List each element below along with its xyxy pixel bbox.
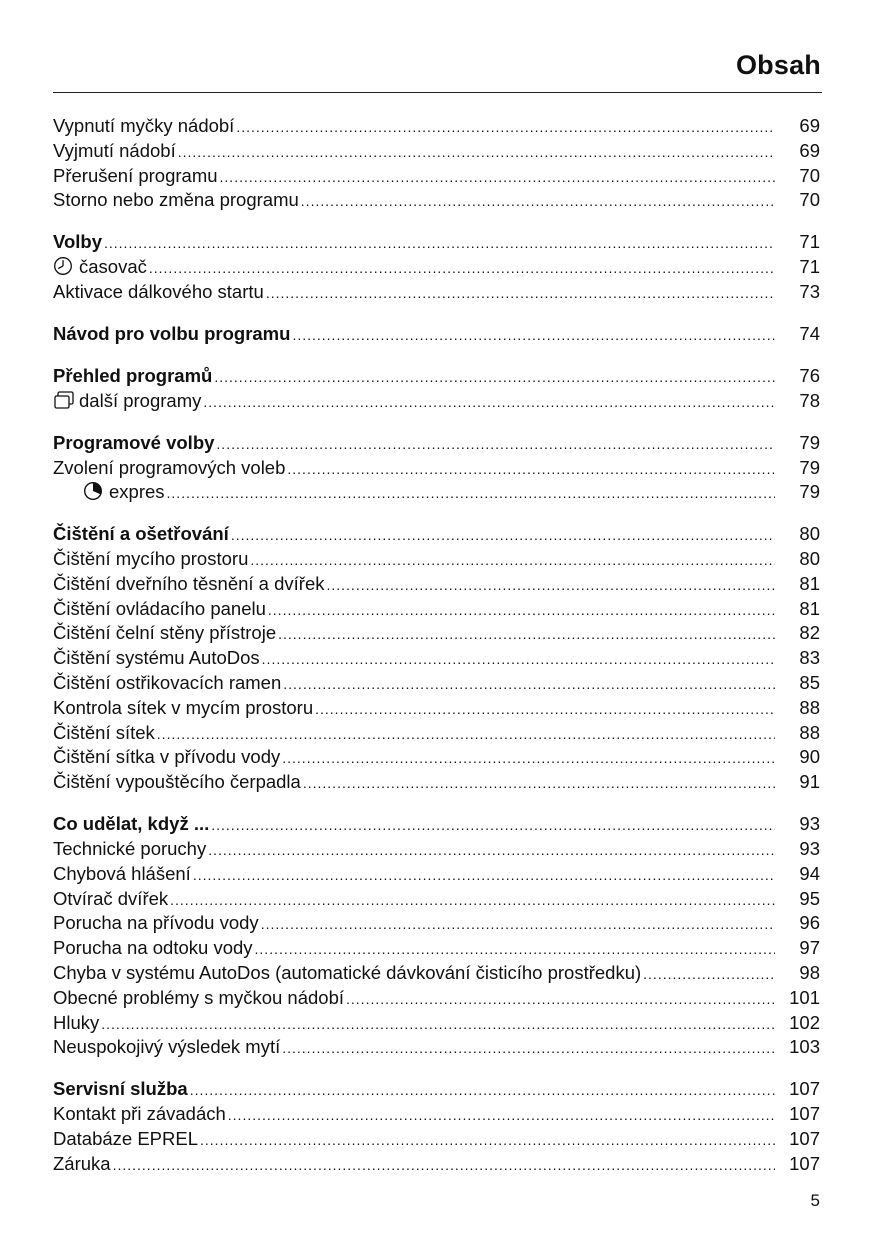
toc-entry bbox=[53, 1102, 820, 1127]
toc-entry-text: Zvolení programových voleb bbox=[53, 456, 286, 478]
dot-leader bbox=[228, 1103, 775, 1128]
toc-entry-label bbox=[53, 255, 147, 280]
toc-page-number: 76 bbox=[799, 364, 820, 386]
toc-heading bbox=[53, 431, 820, 456]
dot-leader bbox=[326, 573, 775, 598]
toc-entry-text: Čištění sítka v přívodu vody bbox=[53, 746, 281, 768]
toc-entry-label bbox=[53, 522, 229, 547]
dot-leader bbox=[149, 256, 775, 281]
toc-entry-text: Čištění sítek bbox=[53, 721, 155, 743]
toc-entry-text: Aktivace dálkového startu bbox=[53, 280, 264, 302]
dot-leader bbox=[113, 1153, 775, 1178]
toc-entry bbox=[53, 621, 820, 646]
toc-entry-label bbox=[53, 837, 206, 862]
toc-entry bbox=[53, 646, 820, 671]
toc-entry bbox=[53, 164, 820, 189]
dot-leader bbox=[282, 746, 775, 771]
dot-leader bbox=[283, 672, 775, 697]
dot-leader bbox=[193, 863, 775, 888]
dot-leader bbox=[190, 1078, 775, 1103]
toc-page-number: 107 bbox=[789, 1128, 820, 1149]
toc-entry-text: Hluky bbox=[53, 1011, 100, 1033]
toc-entry bbox=[53, 671, 820, 696]
dot-leader bbox=[262, 647, 775, 672]
page-title: Obsah bbox=[735, 50, 821, 80]
toc-entry bbox=[53, 389, 820, 414]
toc-entry-label bbox=[53, 572, 324, 597]
page-number: 5 bbox=[810, 1191, 820, 1210]
toc-entry bbox=[53, 456, 820, 481]
dot-leader bbox=[203, 390, 775, 415]
toc-entry-text: Neuspokojivý výsledek mytí bbox=[53, 1036, 281, 1058]
toc-page-number: 73 bbox=[799, 280, 820, 302]
dot-leader bbox=[220, 165, 775, 190]
toc-entry-text: Kontrola sítek v mycím prostoru bbox=[53, 696, 314, 718]
toc-entry-label bbox=[53, 812, 209, 837]
toc-page-number: 107 bbox=[789, 1152, 820, 1174]
toc-entry bbox=[53, 862, 820, 887]
toc-entry-label bbox=[53, 456, 285, 481]
toc-entry-label bbox=[53, 139, 176, 164]
toc-entry bbox=[53, 255, 820, 280]
toc-entry bbox=[53, 837, 820, 862]
toc-entry-text: Čištění ovládacího panelu bbox=[53, 597, 266, 619]
toc-entry-text: Čištění čelní stěny přístroje bbox=[53, 622, 277, 644]
toc-entry-label bbox=[53, 721, 155, 746]
dot-leader bbox=[236, 115, 775, 140]
toc-section bbox=[53, 364, 820, 414]
toc-entry-label bbox=[53, 887, 168, 912]
toc-section bbox=[53, 114, 820, 213]
title-divider bbox=[53, 92, 822, 93]
clock-icon bbox=[53, 256, 73, 276]
dot-leader bbox=[301, 189, 775, 214]
toc-page-number: 88 bbox=[799, 721, 820, 743]
toc-entry bbox=[53, 1152, 820, 1177]
toc-entry bbox=[53, 745, 820, 770]
dot-leader bbox=[157, 722, 775, 747]
toc-entry bbox=[53, 188, 820, 213]
toc-page-number: 85 bbox=[799, 672, 820, 694]
toc-entry-label bbox=[53, 936, 253, 961]
toc-entry-text: Volby bbox=[53, 231, 102, 253]
toc-entry-text: Čištění ostřikovacích ramen bbox=[53, 672, 282, 694]
toc-section bbox=[53, 522, 820, 795]
toc-entry-text: Servisní služba bbox=[53, 1078, 188, 1100]
toc-entry bbox=[53, 961, 820, 986]
dot-leader bbox=[170, 888, 775, 913]
toc-entry-text: Porucha na přívodu vody bbox=[53, 912, 259, 934]
toc-section bbox=[53, 1077, 820, 1176]
dot-leader bbox=[292, 323, 775, 348]
toc-page-number: 79 bbox=[799, 456, 820, 478]
toc-page-number: 80 bbox=[799, 548, 820, 570]
toc-entry-label bbox=[53, 322, 290, 347]
toc-page-number: 98 bbox=[799, 962, 820, 984]
toc-entry-label bbox=[53, 364, 212, 389]
toc-entry-label bbox=[53, 431, 214, 456]
toc-page-number: 69 bbox=[799, 115, 820, 136]
toc-entry-text: Návod pro volbu programu bbox=[53, 322, 291, 344]
dot-leader bbox=[268, 598, 775, 623]
toc-heading bbox=[53, 812, 820, 837]
toc-entry-text: Záruka bbox=[53, 1152, 111, 1174]
toc-page-number: 96 bbox=[799, 912, 820, 934]
toc-page-number: 79 bbox=[799, 431, 820, 453]
toc-entry-label bbox=[83, 480, 165, 505]
toc-entry bbox=[53, 572, 820, 597]
toc-page-number: 107 bbox=[789, 1103, 820, 1125]
toc-heading bbox=[53, 230, 820, 255]
toc-entry-text: Databáze EPREL bbox=[53, 1128, 199, 1149]
toc-entry-text: časovač bbox=[79, 256, 147, 278]
toc-section bbox=[53, 230, 820, 304]
toc-entry-text: Kontakt při závadách bbox=[53, 1103, 226, 1125]
toc-entry-text: Přehled programů bbox=[53, 364, 213, 386]
toc-page-number: 70 bbox=[799, 164, 820, 186]
dot-leader bbox=[255, 937, 775, 962]
toc-entry bbox=[53, 1035, 820, 1060]
toc-entry-label bbox=[53, 547, 248, 572]
toc-entry-text: Technické poruchy bbox=[53, 838, 207, 860]
toc-page-number: 90 bbox=[799, 746, 820, 768]
dot-leader bbox=[216, 432, 775, 457]
toc-page-number: 81 bbox=[799, 572, 820, 594]
toc-entry bbox=[53, 1127, 820, 1152]
toc-entry-text: Programové volby bbox=[53, 431, 215, 453]
toc-entry-text: Vypnutí myčky nádobí bbox=[53, 115, 235, 136]
toc-entry bbox=[53, 114, 820, 139]
toc-entry-label bbox=[53, 188, 299, 213]
toc-entry bbox=[53, 887, 820, 912]
toc-entry-label bbox=[53, 230, 102, 255]
dot-leader bbox=[346, 987, 775, 1012]
toc-page-number: 80 bbox=[799, 523, 820, 545]
toc-entry-text: Vyjmutí nádobí bbox=[53, 139, 176, 161]
toc-entry-label bbox=[53, 862, 191, 887]
toc-entry bbox=[53, 547, 820, 572]
toc-entry-text: Obecné problémy s myčkou nádobí bbox=[53, 986, 345, 1008]
toc-page-number: 70 bbox=[799, 189, 820, 211]
toc-entry-text: Storno nebo změna programu bbox=[53, 189, 299, 211]
toc-entry-text: Čištění mycího prostoru bbox=[53, 548, 249, 570]
toc-entry-label bbox=[53, 114, 234, 139]
toc-entry-label bbox=[53, 164, 218, 189]
dot-leader bbox=[208, 838, 775, 863]
toc-page-number: 79 bbox=[799, 481, 820, 503]
dot-leader bbox=[200, 1128, 775, 1153]
toc-entry-label bbox=[53, 621, 276, 646]
dot-leader bbox=[282, 1036, 775, 1061]
toc-entry-label bbox=[53, 671, 281, 696]
toc-heading bbox=[53, 364, 820, 389]
toc-entry bbox=[53, 911, 820, 936]
toc-entry-label bbox=[53, 745, 280, 770]
dot-leader bbox=[167, 481, 775, 506]
toc-entry-text: Čištění dveřního těsnění a dvířek bbox=[53, 572, 325, 594]
dot-leader bbox=[231, 523, 775, 548]
toc-section bbox=[53, 322, 820, 347]
toc-entry-text: expres bbox=[109, 481, 165, 503]
toc-page-number: 71 bbox=[799, 231, 820, 253]
toc-entry-label bbox=[53, 597, 266, 622]
toc-page-number: 107 bbox=[789, 1078, 820, 1100]
toc-page-number: 101 bbox=[789, 986, 820, 1008]
toc-page-number: 83 bbox=[799, 647, 820, 669]
toc-entry-text: Chyba v systému AutoDos (automatické dávkování čisticího prostředku) bbox=[53, 962, 642, 984]
toc-entry-label bbox=[53, 1011, 99, 1036]
toc-entry-text: Porucha na odtoku vody bbox=[53, 937, 253, 959]
toc-entry-label bbox=[53, 696, 313, 721]
toc-page-number: 94 bbox=[799, 862, 820, 884]
toc-heading bbox=[53, 322, 820, 347]
toc-entry bbox=[53, 721, 820, 746]
toc-entry bbox=[53, 770, 820, 795]
toc-entry-label bbox=[53, 1077, 188, 1102]
dot-leader bbox=[266, 281, 775, 306]
toc-entry-text: Otvírač dvířek bbox=[53, 887, 169, 909]
toc-entry-label bbox=[53, 1102, 226, 1127]
dot-leader bbox=[315, 697, 775, 722]
toc-section bbox=[53, 812, 820, 1060]
toc-page-number: 97 bbox=[799, 937, 820, 959]
toc-entry-label bbox=[53, 961, 641, 986]
toc-page-number: 69 bbox=[799, 139, 820, 161]
dot-leader bbox=[261, 912, 775, 937]
toc-entry bbox=[53, 986, 820, 1011]
toc-page-number: 82 bbox=[799, 622, 820, 644]
dot-leader bbox=[104, 231, 775, 256]
toc-page-number: 93 bbox=[799, 813, 820, 835]
dot-leader bbox=[178, 140, 775, 165]
toc-entry-label bbox=[53, 1035, 280, 1060]
toc-entry-text: Přerušení programu bbox=[53, 164, 218, 186]
toc-entry-label bbox=[53, 389, 201, 414]
dot-leader bbox=[250, 548, 775, 573]
toc-entry-label bbox=[53, 770, 301, 795]
toc-entry-label bbox=[53, 646, 260, 671]
toc-entry-text: Čištění a ošetřování bbox=[53, 523, 229, 545]
toc-page-number: 93 bbox=[799, 838, 820, 860]
toc-entry bbox=[53, 480, 820, 505]
toc-page-number: 74 bbox=[799, 322, 820, 344]
toc-entry-label bbox=[53, 1127, 198, 1152]
toc-heading bbox=[53, 522, 820, 547]
toc-page-number: 78 bbox=[799, 389, 820, 411]
toc-entry-text: Čištění vypouštěcího čerpadla bbox=[53, 771, 301, 793]
toc-page-number: 91 bbox=[799, 771, 820, 793]
toc-entry bbox=[53, 936, 820, 961]
toc-entry-label bbox=[53, 986, 344, 1011]
dot-leader bbox=[211, 813, 775, 838]
toc-entry-label bbox=[53, 911, 259, 936]
toc-page-number: 102 bbox=[789, 1011, 820, 1033]
toc-page-number: 71 bbox=[799, 256, 820, 278]
toc-heading bbox=[53, 1077, 820, 1102]
dot-leader bbox=[101, 1012, 775, 1037]
dot-leader bbox=[287, 457, 775, 482]
toc-entry bbox=[53, 139, 820, 164]
toc-entry bbox=[53, 280, 820, 305]
toc-page-number: 95 bbox=[799, 887, 820, 909]
table-of-contents bbox=[53, 114, 820, 1194]
toc-entry-label bbox=[53, 280, 264, 305]
toc-entry-text: Chybová hlášení bbox=[53, 862, 191, 884]
toc-entry-text: další programy bbox=[79, 389, 202, 411]
toc-entry-text: Čištění systému AutoDos bbox=[53, 647, 260, 669]
dot-leader bbox=[278, 622, 775, 647]
dot-leader bbox=[303, 771, 775, 796]
toc-entry bbox=[53, 597, 820, 622]
toc-page-number: 81 bbox=[799, 597, 820, 619]
more-programs-icon bbox=[53, 390, 73, 410]
toc-entry bbox=[53, 696, 820, 721]
express-icon bbox=[83, 481, 103, 501]
toc-entry-label bbox=[53, 1152, 111, 1177]
dot-leader bbox=[214, 365, 775, 390]
toc-page-number: 103 bbox=[789, 1036, 820, 1058]
toc-section bbox=[53, 431, 820, 505]
toc-entry bbox=[53, 1011, 820, 1036]
toc-entry-text: Co udělat, když ... bbox=[53, 813, 210, 835]
dot-leader bbox=[643, 962, 775, 987]
toc-page-number: 88 bbox=[799, 696, 820, 718]
